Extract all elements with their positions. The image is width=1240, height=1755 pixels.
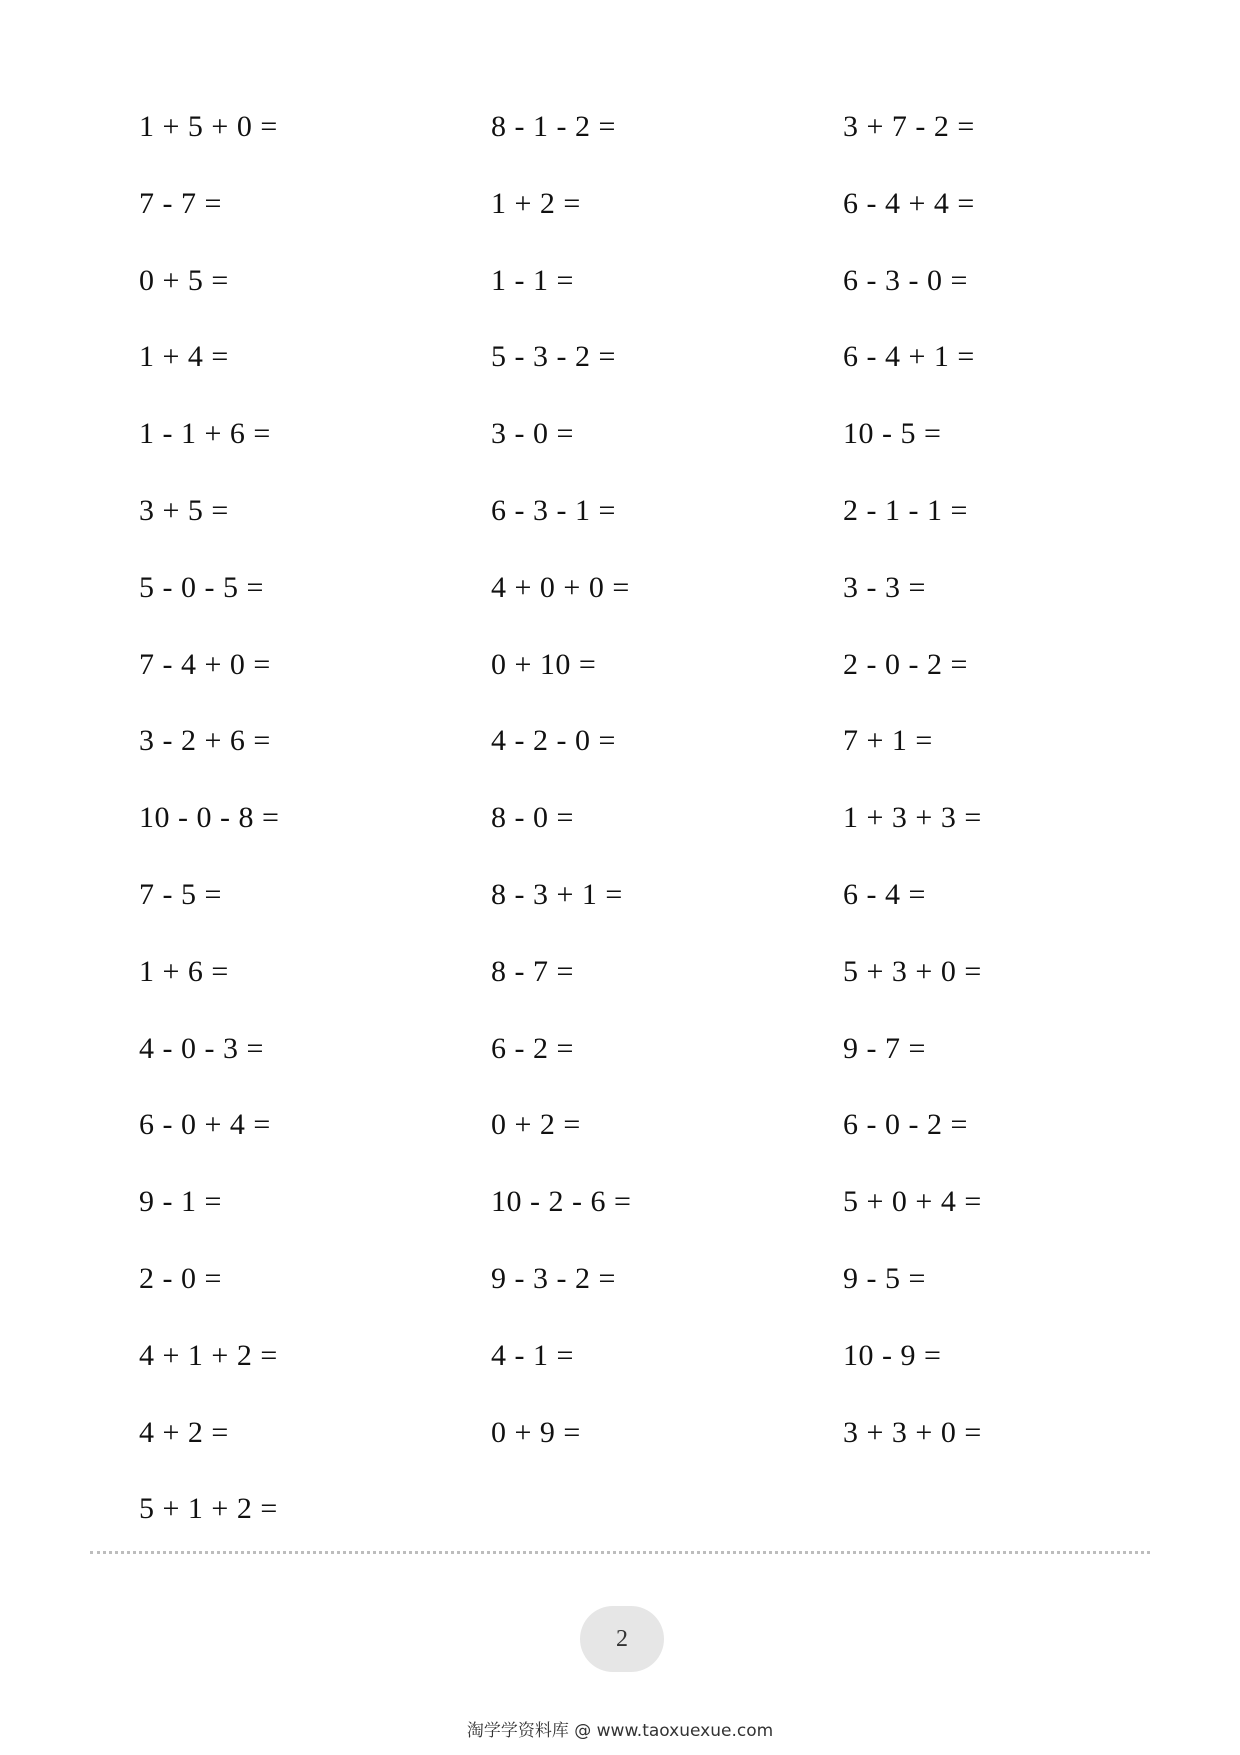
math-problem: 5 - 0 - 5 = (139, 570, 264, 604)
math-problem: 3 + 5 = (139, 494, 229, 527)
math-problem: 1 + 4 = (139, 340, 229, 374)
math-problem: 1 - 1 + 6 = (139, 417, 271, 451)
math-problem: 9 - 1 = (139, 1185, 222, 1219)
math-problem: 10 - 0 - 8 = (139, 801, 280, 835)
math-problem: 8 - 0 = (491, 801, 574, 835)
math-problem: 6 - 4 = (843, 878, 926, 911)
math-problem: 4 + 2 = (139, 1415, 229, 1449)
math-problem: 7 - 7 = (139, 186, 222, 220)
math-problem: 9 - 7 = (843, 1031, 926, 1065)
math-problem: 3 + 3 + 0 = (843, 1415, 982, 1449)
math-problem: 3 + 7 - 2 = (843, 110, 975, 143)
math-problem: 10 - 5 = (843, 417, 942, 451)
math-problem: 6 - 4 + 4 = (843, 186, 975, 220)
math-problem: 7 - 5 = (139, 878, 222, 911)
page-number-badge: 2 (580, 1606, 664, 1672)
math-problem: 7 - 4 + 0 = (139, 647, 271, 681)
math-problem: 1 + 5 + 0 = (139, 110, 278, 143)
math-problem: 2 - 0 = (139, 1262, 222, 1295)
math-problem: 6 - 4 + 1 = (843, 340, 975, 374)
math-problem: 3 - 2 + 6 = (139, 724, 271, 758)
math-problem: 4 - 1 = (491, 1338, 574, 1372)
math-problem: 0 + 9 = (491, 1415, 581, 1449)
math-problem: 0 + 5 = (139, 263, 229, 297)
math-problem: 7 + 1 = (843, 724, 933, 758)
math-problem: 1 + 6 = (139, 954, 229, 988)
math-problem: 1 + 2 = (491, 186, 581, 220)
math-problem: 8 - 7 = (491, 954, 574, 988)
math-problem: 6 - 3 - 0 = (843, 263, 968, 297)
footer-watermark: 淘学学资料库 @ www.taoxuexue.com (466, 1721, 774, 1741)
math-problem: 6 - 2 = (491, 1031, 574, 1065)
math-problem: 9 - 5 = (843, 1262, 926, 1295)
math-problem: 8 - 3 + 1 = (491, 878, 623, 911)
math-problem: 8 - 1 - 2 = (491, 110, 616, 143)
math-problem: 6 - 3 - 1 = (491, 494, 616, 527)
math-problem: 5 - 3 - 2 = (491, 340, 616, 374)
math-problem: 2 - 1 - 1 = (843, 494, 968, 527)
math-problem: 4 - 0 - 3 = (139, 1031, 264, 1065)
math-problem: 4 - 2 - 0 = (491, 724, 616, 758)
dotted-divider (90, 1551, 1150, 1554)
math-problem: 3 - 0 = (491, 417, 574, 451)
math-problem: 6 - 0 + 4 = (139, 1108, 271, 1142)
math-problem: 5 + 3 + 0 = (843, 954, 982, 988)
math-problem: 0 + 2 = (491, 1108, 581, 1142)
math-problem: 4 + 1 + 2 = (139, 1338, 278, 1372)
math-problem: 1 + 3 + 3 = (843, 801, 982, 835)
math-problem: 5 + 1 + 2 = (139, 1492, 278, 1526)
math-problem: 3 - 3 = (843, 570, 926, 604)
math-problem: 6 - 0 - 2 = (843, 1108, 968, 1142)
math-problem: 10 - 9 = (843, 1338, 942, 1372)
math-problem: 5 + 0 + 4 = (843, 1185, 982, 1219)
math-problem: 9 - 3 - 2 = (491, 1262, 616, 1295)
math-problem: 2 - 0 - 2 = (843, 647, 968, 681)
math-problem: 0 + 10 = (491, 647, 597, 681)
math-problem: 10 - 2 - 6 = (491, 1185, 632, 1219)
math-problem: 1 - 1 = (491, 263, 574, 297)
math-problem: 4 + 0 + 0 = (491, 570, 630, 604)
